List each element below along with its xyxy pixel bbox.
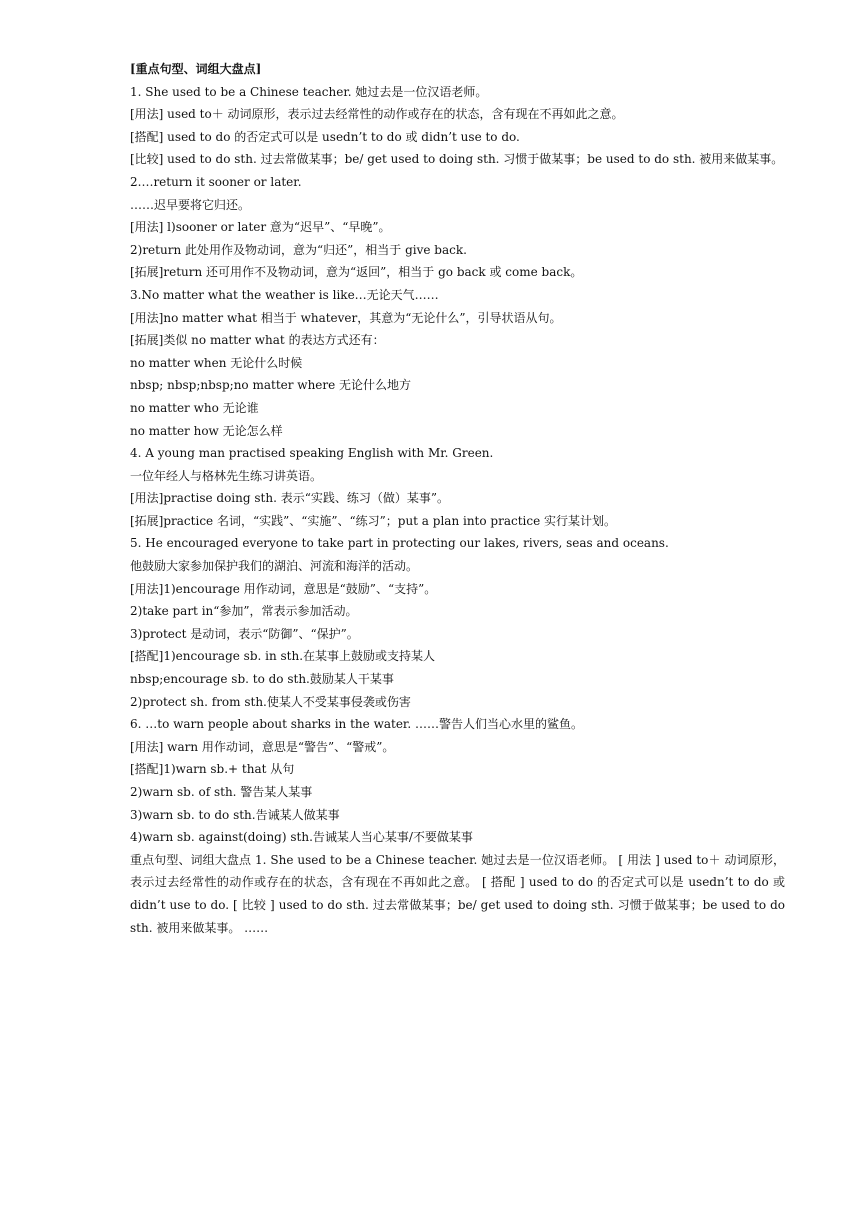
text-line: 5. He encouraged everyone to take part in protecting our lakes, rivers, seas and oceans.: [130, 536, 669, 551]
text-line: [用法] used to＋ 动词原形，表示过去经常性的动作或存在的状态，含有现在不再如此之意。: [130, 107, 624, 122]
text-line: 4)warn sb. against(doing) sth.告诫某人当心某事/不要做某事: [130, 830, 473, 845]
text-line: [比较] used to do sth. 过去常做某事；be/ get used to doing sth. 习惯于做某事；be used to do sth. 被用来做某事。: [130, 152, 784, 167]
text-line: 4. A young man practised speaking English with Mr. Green.: [130, 446, 494, 461]
text-line: 3)warn sb. to do sth.告诫某人做某事: [130, 807, 340, 822]
text-line: [搭配]1)encourage sb. in sth.在某事上鼓励或支持某人: [130, 649, 436, 664]
text-line: [搭配] used to do 的否定式可以是 usedn’t to do 或 didn’t use to do.: [130, 129, 520, 144]
text-line: [用法]1)encourage 用作动词，意思是“鼓励”、“支持”。: [130, 581, 437, 596]
text-line: 2)return 此处用作及物动词，意为“归还”，相当于 give back.: [130, 242, 467, 257]
text-line: [用法] l)sooner or later 意为“迟早”、“早晚”。: [130, 220, 391, 235]
text-line: 2.…return it sooner or later.: [130, 174, 302, 189]
text-line: [用法]no matter what 相当于 whatever，其意为“无论什么”，引导状语从句。: [130, 310, 562, 325]
text-line: nbsp;encourage sb. to do sth.鼓励某人干某事: [130, 672, 394, 687]
text-line: 2)warn sb. of sth. 警告某人某事: [130, 785, 313, 799]
document-page: [130, 58, 785, 939]
section-heading: [重点句型、词组大盘点]: [130, 62, 262, 76]
text-line: [用法] warn 用作动词，意思是“警告”、“警戒”。: [130, 739, 395, 754]
text-line: no matter when 无论什么时候: [130, 355, 303, 370]
text-line: [拓展]类似 no matter what 的表达方式还有：: [130, 333, 385, 348]
text-line: [搭配]1)warn sb.+ that 从句: [130, 762, 295, 777]
text-line: [拓展]return 还可用作不及物动词，意为“返回”，相当于 go back 或 come back。: [130, 265, 583, 280]
text-line: no matter who 无论谁: [130, 400, 259, 415]
summary-paragraph: 重点句型、词组大盘点 1. She used to be a Chinese teacher. 她过去是一位汉语老师。 [ 用法 ] used to＋ 动词原形，表示过去经常性的动作或存在的状态，含有现在不再如此之意。 [ 搭配 ] used to do 的否定式可以是 usedn’t to do 或 didn’t use to do. [ 比较 ] used to do sth. 过去常做某事；be/ get used to doing sth. 习惯于做某事；be used to do sth. 被用来做某事。 ……: [130, 852, 785, 935]
text-line: [用法]practise doing sth. 表示“实践、练习（做）某事”。: [130, 491, 449, 506]
text-line: 3.No matter what the weather is like…无论天气……: [130, 287, 439, 302]
text-line: 一位年经人与格林先生练习讲英语。: [130, 468, 323, 483]
text-line: [拓展]practice 名词，“实践”、“实施”、“练习”；put a plan into practice 实行某计划。: [130, 513, 617, 528]
text-line: 2)take part in“参加”，常表示参加活动。: [130, 604, 358, 619]
text-line: 6. …to warn people about sharks in the water. ……警告人们当心水里的鲨鱼。: [130, 717, 583, 732]
text-line: 3)protect 是动词，表示“防御”、“保护”。: [130, 626, 359, 641]
text-line: ……迟早要将它归还。: [130, 197, 251, 212]
text-line: 他鼓励大家参加保护我们的湖泊、河流和海洋的活动。: [130, 559, 419, 574]
text-line: 2)protect sh. from sth.使某人不受某事侵袭或伤害: [130, 694, 411, 709]
text-line: no matter how 无论怎么样: [130, 423, 283, 438]
text-line: 1. She used to be a Chinese teacher. 她过去是一位汉语老师。: [130, 84, 488, 99]
text-line: nbsp; nbsp;nbsp;no matter where 无论什么地方: [130, 378, 412, 393]
